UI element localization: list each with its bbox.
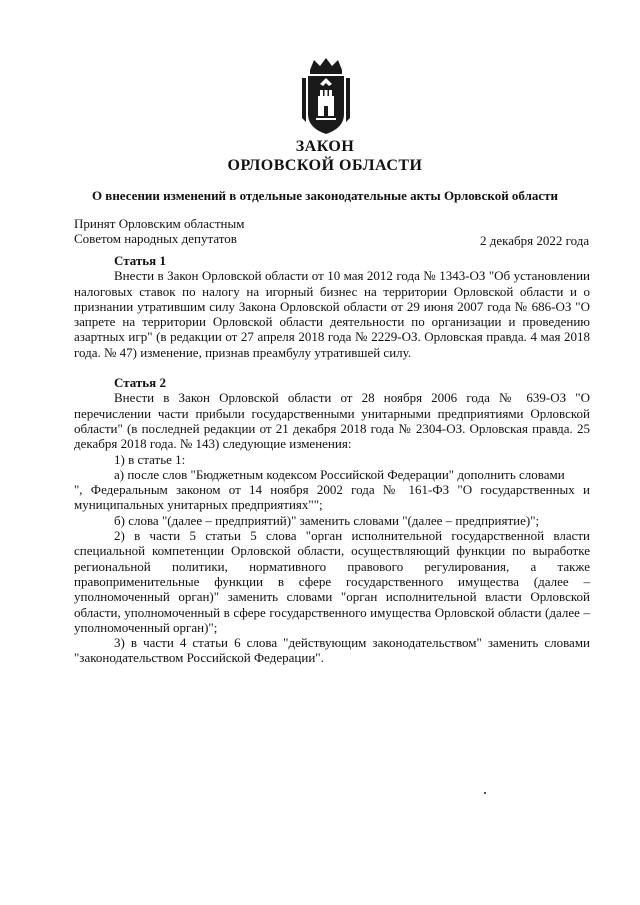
article-2-intro: Внести в Закон Орловской области от 28 ноября 2006 года № 639-ОЗ "О перечислении части прибыли государственными унитарными предприятиями Орловской области" (в последней редакции от 21 декабря 2018 года № 2304-ОЗ. Орловская правда. 25 декабря 2018 года. № 143) следующие изменения: bbox=[74, 390, 590, 452]
document-body bbox=[74, 253, 590, 666]
scan-speck bbox=[484, 792, 486, 794]
article-2-item-1b: б) слова "(далее – предприятий)" заменить словами "(далее – предприятие)"; bbox=[114, 512, 540, 528]
adopted-by-line-1: Принят Орловским областным bbox=[74, 216, 245, 231]
adopted-by-line-2: Советом народных депутатов bbox=[74, 231, 237, 246]
article-1-text: Внести в Закон Орловской области от 10 мая 2012 года № 1343-ОЗ "Об установлении налоговых ставок по налогу на игорный бизнес на территории Орловской области и о признании утратившим силу Закона Орловской области от 29 июня 2007 года № 686-ОЗ "О запрете на территории Орловской области деятельности по организации и проведению азартных игр" (в редакции от 27 апреля 2018 года № 2229-ОЗ. Орловская правда. 4 мая 2018 года. № 47) изменение, признав преамбулу утратившей силу. bbox=[74, 268, 590, 360]
coat-of-arms-emblem bbox=[296, 56, 356, 136]
article-2-item-1: 1) в статье 1: bbox=[114, 451, 186, 467]
article-2-heading: Статья 2 bbox=[114, 375, 166, 391]
adoption-date: 2 декабря 2022 года bbox=[480, 233, 590, 248]
document-type-title: ЗАКОН bbox=[295, 138, 355, 155]
document-subject: О внесении изменений в отдельные законодательные акты Орловской области bbox=[91, 188, 559, 203]
article-2-item-2: 2) в части 5 статьи 5 слова "орган исполнительной государственной власти специальной компетенции Орловской области, осуществляющий функции по выработке региональной политики, нормативного правового регулирования, а также правоприменительные функции в сфере государственного имущества (далее – уполномоченный орган)" заменить словами "орган исполнительной власти Орловской области, уполномоченный в сфере государственного имущества Орловской области (далее – уполномоченный орган)"; bbox=[74, 528, 590, 635]
article-2-item-3: 3) в части 4 статьи 6 слова "действующим законодательством" заменить словами "законодательством Российской Федерации". bbox=[74, 635, 590, 666]
article-2-item-1a: а) после слов "Бюджетным кодексом Российской Федерации" дополнить словами bbox=[114, 466, 565, 482]
article-2-item-1a-continued: ", Федеральным законом от 14 ноября 2002 года № 161-ФЗ "О государственных и муниципальных унитарных предприятиях""; bbox=[74, 482, 590, 513]
article-1-heading: Статья 1 bbox=[114, 253, 166, 268]
region-title: ОРЛОВСКОЙ ОБЛАСТИ bbox=[227, 157, 423, 174]
